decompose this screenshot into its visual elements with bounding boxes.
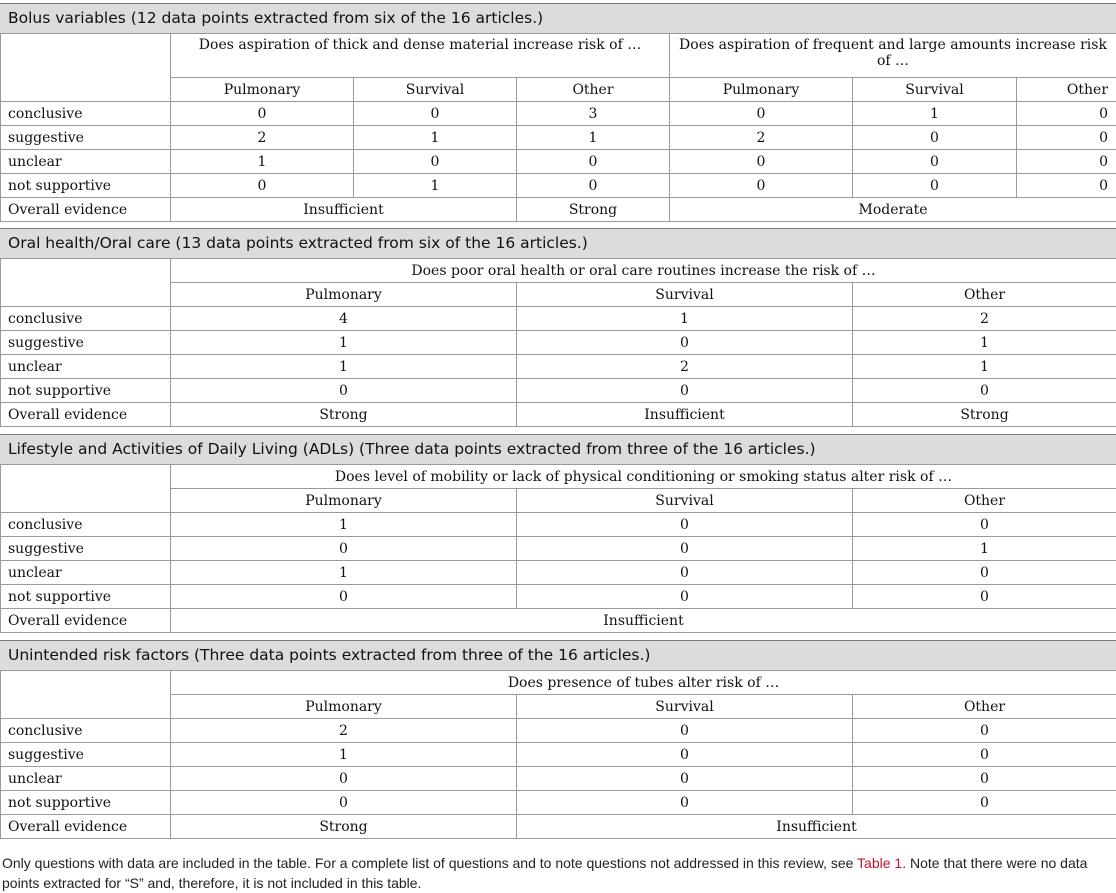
row-label: conclusive [1,719,171,743]
row-label: Overall evidence [1,815,171,839]
overall-cell: Strong [171,403,517,427]
row-label: not supportive [1,585,171,609]
table-row [1,585,1116,609]
cell: 0 [670,150,853,174]
column-header: Pulmonary [171,283,517,307]
cell: 0 [171,791,517,815]
table-bolus [0,33,1116,222]
question-header: Does aspiration of thick and dense material increase risk of … [171,34,670,78]
column-header: Survival [517,283,853,307]
cell: 1 [853,102,1017,126]
table-row [1,150,1116,174]
overall-cell: Strong [171,815,517,839]
row-label: unclear [1,150,171,174]
overall-row [1,815,1116,839]
column-header: Other [853,283,1116,307]
row-label: unclear [1,561,171,585]
row-label: conclusive [1,102,171,126]
cell: 1 [853,537,1116,561]
cell: 1 [517,126,670,150]
column-header: Other [853,489,1116,513]
cell: 1 [853,331,1116,355]
cell: 0 [517,537,853,561]
cell: 1 [171,743,517,767]
cell: 2 [171,126,354,150]
table-row [1,537,1116,561]
table-1-link[interactable]: Table 1 [857,855,903,871]
table-row [1,331,1116,355]
cell: 0 [354,150,517,174]
overall-cell: Insufficient [171,609,1116,633]
column-header: Other [853,695,1116,719]
row-label: suggestive [1,126,171,150]
row-label: suggestive [1,743,171,767]
column-header: Pulmonary [171,489,517,513]
cell: 1 [354,126,517,150]
column-header: Pulmonary [171,695,517,719]
table-oral [0,258,1116,427]
footnote-text: . Note that there were no data points extracted for “S” and, therefore, it is not included in this table. [2,855,1088,891]
table-row [1,307,1116,331]
cell: 0 [517,743,853,767]
question-header: Does level of mobility or lack of physical conditioning or smoking status alter risk of … [171,465,1116,489]
table-row [1,719,1116,743]
cell: 1 [171,513,517,537]
corner-cell [1,465,171,513]
cell: 2 [517,355,853,379]
cell: 1 [171,331,517,355]
cell: 0 [670,102,853,126]
section-title-unintended: Unintended risk factors (Three data points extracted from three of the 16 articles.) [0,640,1116,671]
row-label: Overall evidence [1,609,171,633]
cell: 0 [354,102,517,126]
cell: 0 [517,513,853,537]
cell: 0 [171,537,517,561]
cell: 0 [171,102,354,126]
row-label: not supportive [1,791,171,815]
overall-cell: Insufficient [517,815,1116,839]
cell: 1 [517,307,853,331]
cell: 0 [517,331,853,355]
column-header: Pulmonary [171,78,354,102]
cell: 3 [517,102,670,126]
row-label: unclear [1,355,171,379]
cell: 0 [1017,174,1116,198]
cell: 0 [517,174,670,198]
row-label: Overall evidence [1,198,171,222]
row-label: not supportive [1,379,171,403]
overall-cell: Insufficient [517,403,853,427]
overall-row [1,403,1116,427]
column-header: Other [1017,78,1116,102]
row-label: suggestive [1,537,171,561]
column-header: Survival [517,489,853,513]
cell: 0 [853,719,1116,743]
cell: 1 [354,174,517,198]
table-row [1,102,1116,126]
table-row [1,767,1116,791]
cell: 0 [1017,150,1116,174]
overall-cell: Insufficient [171,198,517,222]
question-header: Does aspiration of frequent and large amounts increase risk of … [670,34,1116,78]
cell: 0 [853,174,1017,198]
cell: 1 [853,355,1116,379]
row-label: suggestive [1,331,171,355]
overall-row [1,198,1116,222]
column-header: Survival [853,78,1017,102]
corner-cell [1,259,171,307]
footnote-text: Only questions with data are included in the table. For a complete list of questions and to note questions not addressed in this review, see [2,855,858,871]
table-row [1,126,1116,150]
cell: 1 [171,355,517,379]
overall-cell: Moderate [670,198,1116,222]
cell: 0 [670,174,853,198]
cell: 0 [171,379,517,403]
cell: 0 [853,585,1116,609]
row-label: not supportive [1,174,171,198]
cell: 1 [171,150,354,174]
cell: 0 [171,767,517,791]
cell: 2 [853,307,1116,331]
cell: 0 [853,150,1017,174]
section-title-lifestyle: Lifestyle and Activities of Daily Living (ADLs) (Three data points extracted from three of the 16 articles.) [0,434,1116,465]
cell: 0 [853,379,1116,403]
cell: 2 [670,126,853,150]
cell: 0 [171,585,517,609]
table-unintended [0,670,1116,839]
question-header: Does poor oral health or oral care routines increase the risk of … [171,259,1116,283]
overall-row [1,609,1116,633]
cell: 0 [517,791,853,815]
table-row [1,513,1116,537]
section-title-bolus: Bolus variables (12 data points extracted from six of the 16 articles.) [0,3,1116,34]
cell: 4 [171,307,517,331]
row-label: conclusive [1,513,171,537]
overall-cell: Strong [517,198,670,222]
row-label: conclusive [1,307,171,331]
cell: 0 [517,379,853,403]
column-header: Survival [354,78,517,102]
cell: 0 [1017,126,1116,150]
table-row [1,743,1116,767]
cell: 0 [171,174,354,198]
overall-cell: Strong [853,403,1116,427]
table-lifestyle [0,464,1116,633]
question-header: Does presence of tubes alter risk of … [171,671,1116,695]
cell: 0 [517,767,853,791]
table-row [1,355,1116,379]
table-row [1,561,1116,585]
cell: 0 [517,719,853,743]
cell: 1 [171,561,517,585]
table-footnote [0,853,1116,893]
cell: 0 [853,743,1116,767]
cell: 0 [853,561,1116,585]
column-header: Other [517,78,670,102]
cell: 0 [853,126,1017,150]
table-row [1,791,1116,815]
corner-cell [1,34,171,102]
section-title-oral: Oral health/Oral care (13 data points extracted from six of the 16 articles.) [0,228,1116,259]
table-row [1,174,1116,198]
row-label: unclear [1,767,171,791]
cell: 2 [171,719,517,743]
column-header: Survival [517,695,853,719]
column-header: Pulmonary [670,78,853,102]
cell: 0 [517,150,670,174]
cell: 0 [853,767,1116,791]
cell: 0 [853,791,1116,815]
corner-cell [1,671,171,719]
cell: 0 [517,561,853,585]
row-label: Overall evidence [1,403,171,427]
table-row [1,379,1116,403]
cell: 0 [517,585,853,609]
cell: 0 [1017,102,1116,126]
cell: 0 [853,513,1116,537]
